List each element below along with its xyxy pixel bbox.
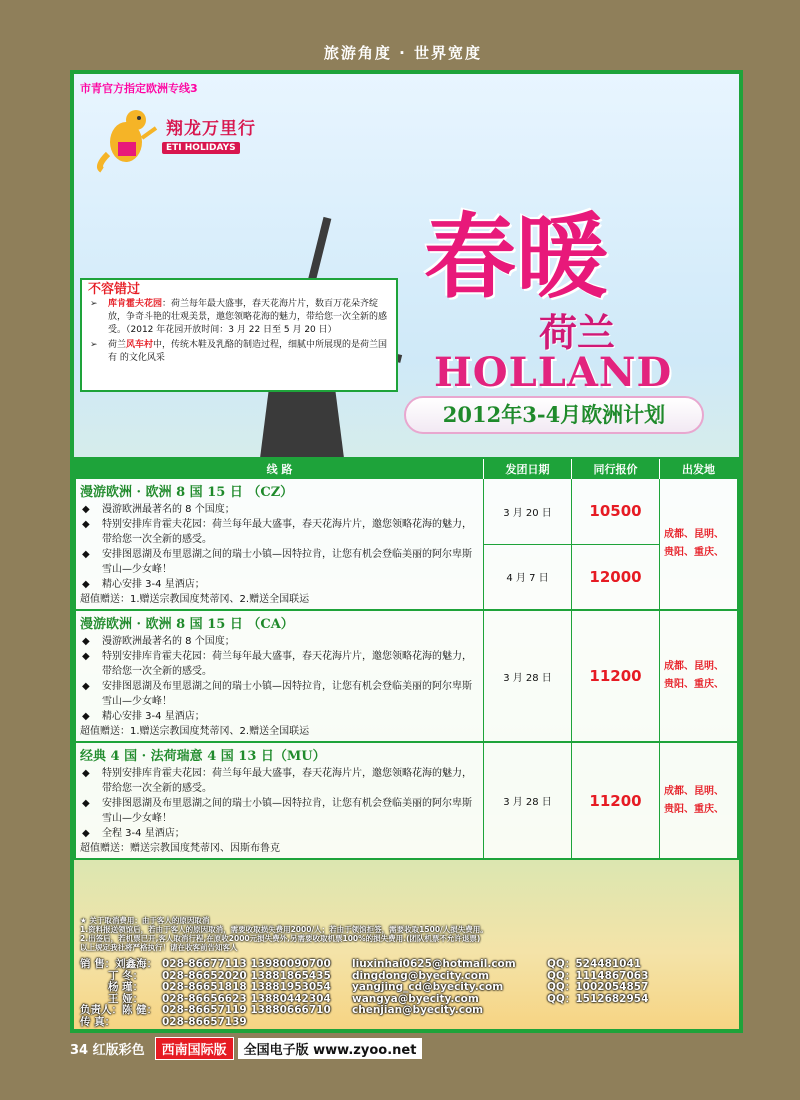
- contact-qq: QQ：524481041: [547, 958, 642, 970]
- company-logo: [94, 104, 264, 174]
- plan-banner: 2012年3-4月欧洲计划: [404, 396, 704, 434]
- must-see-item: [88, 339, 390, 365]
- header-departure: 出发地: [682, 463, 715, 476]
- headline-main: 春暖: [424, 203, 609, 311]
- contact-email: yangjing_cd@byecity.com: [352, 981, 504, 993]
- contact-email: wangya@byecity.com: [352, 992, 479, 1005]
- route-bullet: ◆ 特别安排库肯霍夫花园：荷兰每年最大盛事，春天花海片片，邀您领略花海的魅力，带给您一次全新的感受。: [80, 649, 479, 679]
- route-dates: [484, 743, 572, 858]
- section-badge: 西南国际版: [155, 1037, 234, 1060]
- headline-sub: 荷兰: [539, 311, 616, 355]
- trade-price: 12000: [572, 544, 659, 610]
- itinerary-table: [74, 457, 739, 860]
- poster-frame: [70, 70, 743, 1033]
- contact-row: [80, 1017, 730, 1029]
- contact-name: 王 娅：: [108, 992, 144, 1005]
- route-bullet: ◆ 漫游欧洲最著名的 8 个国度；: [80, 502, 479, 517]
- contact-phone: 028-86651818 13881953054: [162, 981, 331, 993]
- must-see-key: 风车村: [126, 340, 154, 350]
- must-see-text: 中，传统木鞋及乳酪的制造过程，细腻中所展现的是荷兰国有 的文化风采: [108, 340, 388, 363]
- route-bullet: ◆ 安排图恩湖及布里恩湖之间的瑞士小镇—因特拉肯，让您有机会登临美丽的阿尔卑斯雪山—少女峰！: [80, 679, 479, 709]
- departure-date: 3 月 28 日: [503, 797, 552, 808]
- contact-role: 传 真：: [80, 1015, 116, 1028]
- kangaroo-icon: [94, 104, 164, 174]
- route-gift: 超值赠送：1.赠送宗教国度梵蒂冈、2.赠送全国联运: [80, 594, 310, 605]
- contact-name: 杨 瑾：: [108, 981, 144, 993]
- contact-role: 销 售：: [80, 958, 116, 970]
- contact-row: [80, 982, 730, 994]
- header-route: 线 路: [76, 459, 484, 479]
- route-bullet: ◆ 漫游欧洲最著名的 8 个国度；: [80, 634, 479, 649]
- departure-date: 4 月 7 日: [484, 544, 571, 610]
- must-see-title: 不容错过: [88, 282, 141, 297]
- contact-row: [80, 1005, 730, 1017]
- departure-date: 3 月 20 日: [503, 507, 552, 519]
- contact-email: dingdong@byecity.com: [352, 969, 489, 982]
- contact-phone: 028-86652020 13881865435: [162, 969, 331, 982]
- must-see-box: [80, 278, 398, 392]
- departure-cities: 成都、昆明、贵阳、重庆、: [664, 785, 724, 815]
- contact-row: [80, 959, 730, 971]
- header-date: 发团日期: [484, 459, 572, 479]
- cancellation-notes: [80, 916, 670, 952]
- note-line: ★ 关于取消费用：由于客人的原因取消: [80, 916, 210, 925]
- contact-qq: QQ：1114867063: [547, 969, 649, 982]
- must-see-key: 库肯霍夫花园: [108, 299, 163, 309]
- headline-block: [424, 184, 734, 424]
- departure-cities: 成都、昆明、贵阳、重庆、: [664, 529, 724, 558]
- contact-name: 刘鑫海：: [115, 958, 158, 970]
- route-gift: 超值赠送：1.赠送宗教国度梵蒂冈、2.赠送全国联运: [80, 726, 310, 737]
- arrow-icon: ➢: [90, 340, 98, 350]
- contact-email: liuxinhai0625@hotmail.com: [352, 958, 516, 970]
- route-details: [76, 743, 484, 858]
- header-price: 同行报价: [572, 459, 660, 479]
- contact-list: [80, 959, 730, 1028]
- contact-fax: 028-86657139: [162, 1015, 247, 1028]
- route-dates: [484, 479, 572, 609]
- trade-price: 10500: [589, 502, 642, 521]
- table-row: [76, 741, 737, 858]
- contact-qq: QQ：1002054857: [547, 981, 649, 993]
- table-header: [76, 459, 737, 479]
- note-line: 以上规定我社将严格执行！请在收客前告知客人: [80, 943, 238, 952]
- departure-date: 3 月 28 日: [503, 672, 552, 684]
- route-dates: [484, 611, 572, 741]
- route-prices: [572, 611, 660, 741]
- contact-phone: 028-86657119 13880666710: [162, 1004, 331, 1016]
- note-line: 1.资料报送领馆后，若由于客人的原因取消，需要收取损失费用2000/人；若由于领馆拒签，需要收取1500/人损失费用。: [80, 925, 488, 934]
- route-bullet: ◆ 特别安排库肯霍夫花园：荷兰每年最大盛事，春天花海片片，邀您领略花海的魅力，带给您一次全新的感受。: [80, 517, 479, 547]
- route-bullet: ◆ 精心安排 3-4 星酒店；: [80, 709, 479, 724]
- table-row: [76, 479, 737, 609]
- must-see-text: 荷兰每年最大盛事，春天花海片片，数百万花朵齐绽放，争奇斗艳的壮观美景，邀您领略花海的魅力，带给您一次全新的感受。（2012 年花园开放时间：3 月 22 日至 5 月 20 日）: [108, 299, 388, 335]
- route-details: [76, 479, 484, 609]
- route-name: 经典 4 国 · 法荷瑞意 4 国 13 日（MU）: [80, 749, 326, 764]
- route-bullet: ◆ 全程 3-4 星酒店；: [80, 826, 479, 841]
- must-see-prefix: 荷兰: [108, 340, 127, 350]
- logo-english: ETI HOLIDAYS: [162, 142, 240, 154]
- arrow-icon: ➢: [90, 299, 98, 309]
- route-bullet: ◆ 安排图恩湖及布里恩湖之间的瑞士小镇—因特拉肯，让您有机会登临美丽的阿尔卑斯雪山—少女峰！: [80, 796, 479, 826]
- trade-price: 11200: [589, 667, 642, 685]
- route-prices: [572, 743, 660, 858]
- route-prices: [572, 479, 660, 609]
- contact-email: chenjian@byecity.com: [352, 1004, 484, 1016]
- contact-qq: QQ：1512682954: [547, 992, 649, 1005]
- route-bullet: ◆ 安排图恩湖及布里恩湖之间的瑞士小镇—因特拉肯，让您有机会登临美丽的阿尔卑斯雪山—少女峰！: [80, 547, 479, 577]
- route-bullet: ◆ 精心安排 3-4 星酒店；: [80, 577, 479, 592]
- page-footer: [70, 1037, 422, 1059]
- route-name: 漫游欧洲 · 欧洲 8 国 15 日 （CA）: [80, 617, 294, 632]
- contact-phone: 028-86656623 13880442304: [162, 992, 331, 1005]
- route-gift: 超值赠送：赠送宗教国度梵蒂冈、因斯布鲁克: [80, 843, 280, 854]
- note-line: 2.出签后，若机票已开,客人取消行程,在原收2000元损失费外,另需要收取机票100%的损失费用.(团队机票不允许退票): [80, 934, 481, 943]
- official-tag: 市青官方指定欧洲专线3: [80, 82, 198, 95]
- website-link[interactable]: 全国电子版 www.zyoo.net: [238, 1038, 423, 1059]
- must-see-item: ➢ 库肯霍夫花园：荷兰每年最大盛事，春天花海片片，数百万花朵齐绽放，争奇斗艳的壮观美景，邀您领略花海的魅力，带给您一次全新的感受。（2012 年花园开放时间：3 月 22 日至 5 月 20 日）: [90, 299, 388, 335]
- route-bullet: ◆ 特别安排库肯霍夫花园：荷兰每年最大盛事，春天花海片片，邀您领略花海的魅力，带给您一次全新的感受。: [80, 766, 479, 796]
- table-row: [76, 609, 737, 741]
- header-slogan: 旅游角度 · 世界宽度: [323, 44, 482, 62]
- contact-role: 负责人：: [80, 1004, 122, 1016]
- departure-cities: 成都、昆明、贵阳、重庆、: [664, 661, 724, 690]
- contact-phone: 028-86677113 13980090700: [162, 958, 331, 970]
- contact-name: 丁 冬：: [108, 969, 144, 982]
- headline-english: HOLLAND: [434, 349, 673, 396]
- contact-name: 陈 健：: [122, 1004, 158, 1016]
- logo-chinese: 翔龙万里行: [166, 119, 256, 139]
- top-bar: [0, 0, 800, 70]
- page-number: 34 红版彩色: [70, 1042, 145, 1058]
- trade-price: 11200: [589, 791, 642, 810]
- route-name: 漫游欧洲 · 欧洲 8 国 15 日 （CZ）: [80, 485, 294, 500]
- route-details: [76, 611, 484, 741]
